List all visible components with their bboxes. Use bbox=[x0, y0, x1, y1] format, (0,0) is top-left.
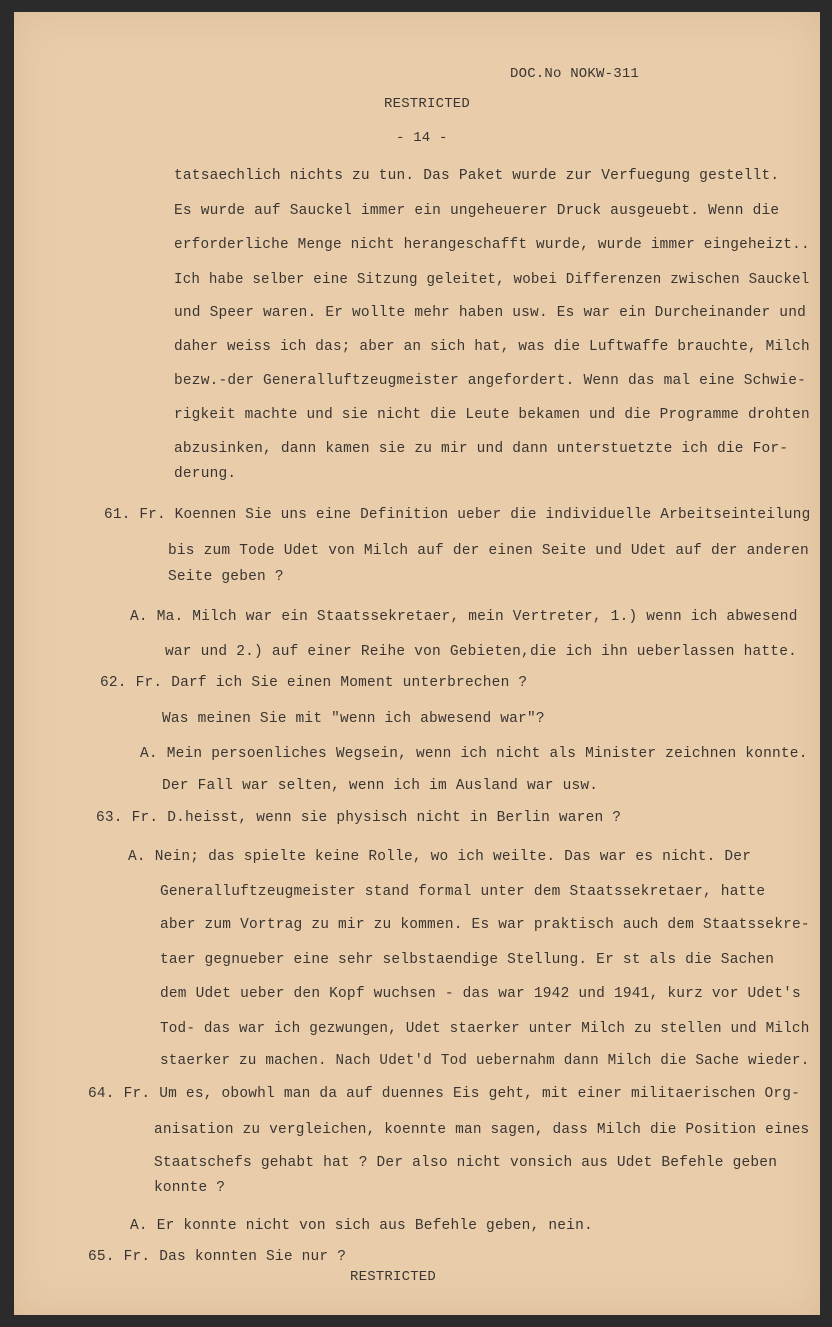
answer-line: A. Nein; das spielte keine Rolle, wo ich weilte. Das war es nicht. Der bbox=[128, 849, 752, 865]
text-line: Es wurde auf Sauckel immer ein ungeheuerer Druck ausgeuebt. Wenn die bbox=[174, 203, 780, 219]
text-line: dem Udet ueber den Kopf wuchsen - das war 1942 und 1941, kurz vor Udet's bbox=[160, 986, 801, 1002]
text-line: derung. bbox=[174, 466, 237, 482]
answer-line: A. Ma. Milch war ein Staatssekretaer, mein Vertreter, 1.) wenn ich abwesend bbox=[130, 609, 798, 625]
text-line: Tod- das war ich gezwungen, Udet staerker unter Milch zu stellen und Milch bbox=[160, 1021, 810, 1037]
answer-line: A. Er konnte nicht von sich aus Befehle geben, nein. bbox=[130, 1218, 593, 1234]
text-line: war und 2.) auf einer Reihe von Gebieten,die ich ihn ueberlassen hatte. bbox=[165, 644, 798, 660]
text-line: rigkeit machte und sie nicht die Leute bekamen und die Programme drohten bbox=[174, 407, 810, 423]
text-line: abzusinken, dann kamen sie zu mir und dann unterstuetzte ich die For- bbox=[174, 441, 789, 457]
text-line: daher weiss ich das; aber an sich hat, was die Luftwaffe brauchte, Milch bbox=[174, 339, 810, 355]
text-line: tatsaechlich nichts zu tun. Das Paket wurde zur Verfuegung gestellt. bbox=[174, 168, 780, 184]
text-line: anisation zu vergleichen, koennte man sagen, dass Milch die Position eines bbox=[154, 1122, 810, 1138]
text-line: Ich habe selber eine Sitzung geleitet, wobei Differenzen zwischen Sauckel bbox=[174, 272, 810, 288]
text-line: aber zum Vortrag zu mir zu kommen. Es war praktisch auch dem Staatssekre- bbox=[160, 917, 810, 933]
text-line: Generalluftzeugmeister stand formal unter dem Staatssekretaer, hatte bbox=[160, 884, 766, 900]
question-line: 61. Fr. Koennen Sie uns eine Definition ueber die individuelle Arbeitseinteilung bbox=[104, 507, 811, 523]
text-line: konnte ? bbox=[154, 1180, 226, 1196]
text-line: Seite geben ? bbox=[168, 569, 284, 585]
answer-line: A. Mein persoenliches Wegsein, wenn ich nicht als Minister zeichnen konnte. bbox=[140, 746, 808, 762]
question-line: 62. Fr. Darf ich Sie einen Moment unterbrechen ? bbox=[100, 675, 528, 691]
classification-header: RESTRICTED bbox=[384, 96, 471, 112]
question-line: 64. Fr. Um es, obowhl man da auf duennes Eis geht, mit einer militaerischen Org- bbox=[88, 1086, 801, 1102]
text-line: Der Fall war selten, wenn ich im Ausland war usw. bbox=[162, 778, 599, 794]
text-line: bis zum Tode Udet von Milch auf der einen Seite und Udet auf der anderen bbox=[168, 543, 809, 559]
text-line: taer gegnueber eine sehr selbstaendige Stellung. Er st als die Sachen bbox=[160, 952, 775, 968]
page-number: - 14 - bbox=[396, 130, 448, 146]
question-line: 65. Fr. Das konnten Sie nur ? bbox=[88, 1249, 347, 1265]
text-line: erforderliche Menge nicht herangeschafft wurde, wurde immer eingeheizt.. bbox=[174, 237, 810, 253]
text-line: Staatschefs gehabt hat ? Der also nicht vonsich aus Udet Befehle geben bbox=[154, 1155, 778, 1171]
text-line: bezw.-der Generalluftzeugmeister angefordert. Wenn das mal eine Schwie- bbox=[174, 373, 807, 389]
classification-footer: RESTRICTED bbox=[350, 1269, 437, 1285]
text-line: staerker zu machen. Nach Udet'd Tod uebernahm dann Milch die Sache wieder. bbox=[160, 1053, 810, 1069]
document-number: DOC.No NOKW-311 bbox=[510, 66, 640, 82]
text-line: und Speer waren. Er wollte mehr haben usw. Es war ein Durcheinander und bbox=[174, 305, 807, 321]
text-line: Was meinen Sie mit "wenn ich abwesend war"? bbox=[162, 711, 545, 727]
question-line: 63. Fr. D.heisst, wenn sie physisch nicht in Berlin waren ? bbox=[96, 810, 622, 826]
